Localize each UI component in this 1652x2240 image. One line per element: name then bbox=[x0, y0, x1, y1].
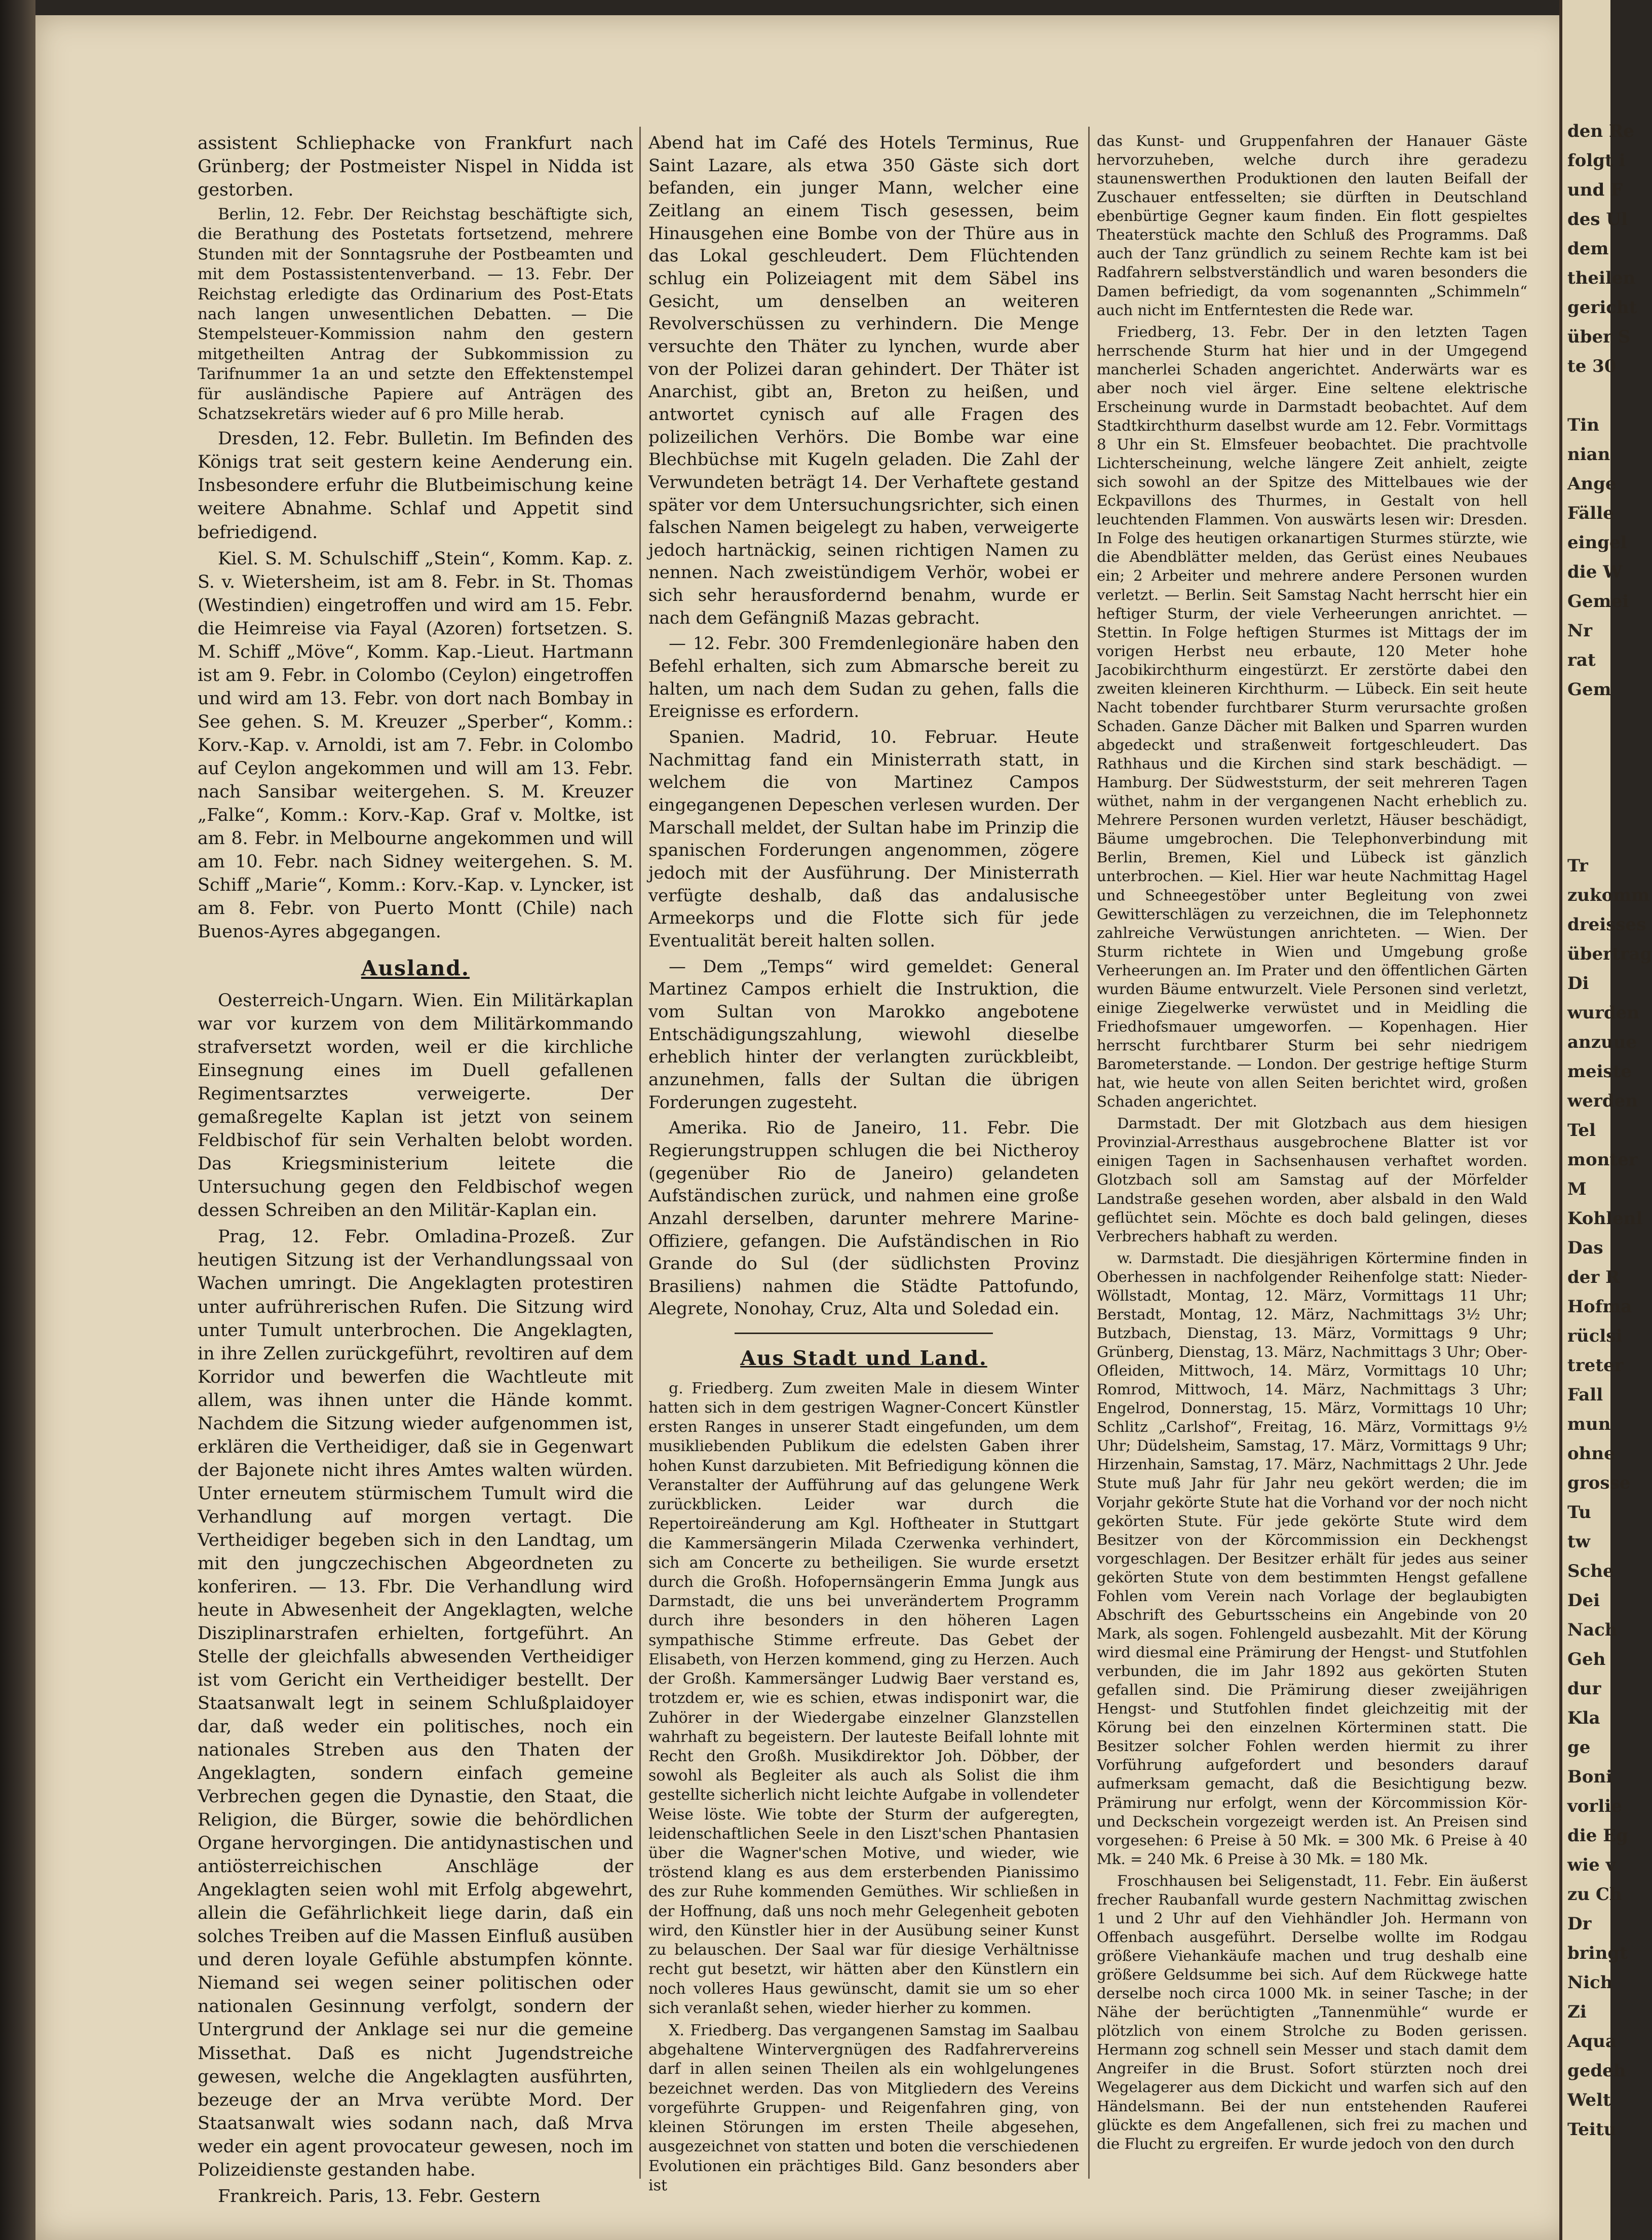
article-kiel: Kiel. S. M. Schulschiff „Stein“, Komm. Kap. z. S. v. Wietersheim, ist am 8. Febr. in St. Thomas (Westindien) eingetroffen und wird am 15. Febr. die Heimreise via Fayal (Azoren) fortsetzen. S. M. Schiff „Möve“, Komm. Kap.-Lieut. Hartmann ist am 9. Febr. in Colombo (Ceylon) eingetroffen und wird am 13. Febr. von dort nach Bombay in See gehen. S. M. Kreuzer „Sperber“, Komm.: Korv.-Kap. v. Arnoldi, ist am 7. Febr. in Colombo auf Ceylon angekommen und will am 13. Febr. nach Sansibar weitergehen. S. M. Kreuzer „Falke“, Komm.: Korv.-Kap. Graf v. Moltke, ist am 8. Febr. in Melbourne angekommen und will am 10. Febr. nach Sidney weitergehen. S. M. Schiff „Marie“, Komm.: Korv.-Kap. v. Lyncker, ist am 8. Febr. von Puerto Montt (Chile) nach Buenos-Ayres abgegangen. bbox=[198, 548, 633, 942]
article-wagner-concert: g. Friedberg. Zum zweiten Male in diesem Winter hatten sich in dem gestrigen Wagner-Concert Künstler ersten Ranges in unserer Stadt eingefunden, um dem musikliebenden Publikum die edelsten Gaben ihrer hohen Kunst darzubieten. Mit Befriedigung können die Veranstalter der Aufführung auf das gelungene Werk zurückblicken. Leider war durch die Repertoireänderung am Kgl. Hoftheater in Stuttgart die Kammersängerin Milada Czerwenka verhindert, sich am Concerte zu betheiligen. Sie wurde ersetzt durch die Großh. Hofopernsängerin Emma Jungk aus Darmstadt, die uns bei unverändertem Programm durch ihre besonders in den höheren Lagen sympathische Stimme erfreute. Das Gebet der Elisabeth, von Herzen kommend, ging zu Herzen. Auch der Großh. Kammersänger Ludwig Baer verstand es, trotzdem er, wie es schien, etwas indisponirt war, die Zuhörer in der Wiedergabe einzelner Glanzstellen wahrhaft zu begeistern. Der lauteste Beifall lohnte mit Recht den Großh. Musikdirektor Joh. Döbber, der sowohl als Begleiter als auch als Solist die ihm gestellte sicherlich nicht leichte Aufgabe in vollendeter Weise löste. Wie tobte der Sturm der aufgeregten, leidenschaftlichen Seele in den Liszt'schen Phantasien über die Wagner'schen Motive, und wieder, wie tröstend klang es aus dem ersterbenden Pianissimo des zur Ruhe kommenden Gemüthes. Wir schließen in der Hoffnung, daß uns noch mehr Gelegenheit geboten wird, den Künstler hier in der Ausübung seiner Kunst zu belauschen. Der Saal war für diesige Verhältnisse recht gut besetzt, wir hätten aber den Künstlern ein noch volleres Haus gewünscht, damit sie um so eher sich veranlaßt sehen, wieder hierher zu kommen. bbox=[648, 1379, 1079, 2017]
column-rule bbox=[1088, 127, 1090, 2179]
article-prag: Prag, 12. Febr. Omladina-Prozeß. Zur heutigen Sitzung ist der Verhandlungssaal von Wachen umringt. Die Angeklagten protestiren unter aufrührerischen Rufen. Die Sitzung wird unter Tumult unterbrochen. Die Angeklagten, in ihre Zellen zurückgeführt, revoltiren auf dem Korridor und bewerfen die Wachtleute mit allem, was ihnen unter die Hände kommt. Nachdem die Sitzung wieder aufgenommen ist, erklären die Vertheidiger, daß sie in Gegenwart der Bajonete nicht ihres Amtes walten würden. Unter erneutem stürmischem Tumult wird die Verhandlung auf morgen vertagt. Die Vertheidiger begeben sich in den Landtag, um mit den jungczechischen Abgeordneten zu konferiren. — 13. Fbr. Die Verhandlung wird heute in Abwesenheit der Angeklagten, welche Disziplinarstrafen erhielten, fortgeführt. An Stelle der gleichfalls abwesenden Vertheidiger ist vom Gericht ein Vertheidiger bestellt. Der Staatsanwalt legt in seinem Schlußplaidoyer dar, daß weder ein politisches, noch ein nationales Streben aus den Thaten der Angeklagten, sondern einfach gemeine Verbrechen gegen die Dynastie, den Staat, die Religion, die Bürger, sowie die behördlichen Organe hervorgingen. Die antidynastischen und antiösterreichischen Anschläge der Angeklagten seien wohl mit Erfolg abgewehrt, allein die Gefährlichkeit liege darin, daß ein solches Treiben auf die Massen Einfluß ausüben und deren loyale Gefühle abstumpfen könnte. Niemand sei wegen seiner politischen oder nationalen Gesinnung verfolgt, sondern der Untergrund der Anklage sei nur die gemeine Missethat. Daß es nicht Jugendstreiche gewesen, welche die Angeklagten ausführten, bezeuge der an Mrva verübte Mord. Der Staatsanwalt wies sodann nach, daß Mrva weder ein agent provocateur gewesen, noch im Polizeidienste gestanden habe. bbox=[198, 1227, 633, 2180]
article-reichstag: Berlin, 12. Febr. Der Reichstag beschäftigte sich, die Berathung des Postetats fortsetzend, mehrere Stunden mit der Sonntagsruhe der Postbeamten und mit dem Postassistentenverband. — 13. Febr. Der Reichstag erledigte das Ordinarium des Post-Etats nach langen unwesentlichen Debatten. — Die Stempelsteuer-Kommission nahm den gestern mitgetheilten Antrag der Subkommission zu Tarifnummer 1a an und setzte den Effektenstempel für ausländische Papiere auf Anträgen des Schatzsekretärs wieder auf 6 pro Mille herab. bbox=[198, 205, 633, 423]
article-radfahrerverein: X. Friedberg. Das vergangenen Samstag im Saalbau abgehaltene Wintervergnügen des Radfahrervereins darf in allen seinen Theilen als ein wohlgelungenes bezeichnet werden. Das von Mitgliedern des Vereins vorgeführte Gruppen- und Reigenfahren ging, von kleinen Störungen im ersten Theile abgesehen, ausgezeichnet von statten und boten die verschiedenen Evolutionen ein prächtiges Bild. Ganz besonders aber ist bbox=[648, 2022, 1079, 2194]
article-sturm: Friedberg, 13. Febr. Der in den letzten Tagen herrschende Sturm hat hier und in der Umgegend mancherlei Schaden angerichtet. Anderwärts war es aber noch viel ärger. Eine seltene elektrische Erscheinung wurde in Darmstadt beobachtet. Auf dem Stadtkirchthurm daselbst wurde am 12. Febr. Vormittags 8 Uhr ein St. Elmsfeuer beobachtet. Die prachtvolle Lichterscheinung, welche längere Zeit anhielt, zeigte sich sowohl an der Spitze des Mittelbaues wie der Eckpavillons des Thurmes, in Gestalt von hell leuchtenden Flammen. Von auswärts lesen wir: Dresden. In Folge des heutigen orkanartigen Sturmes stürzte, wie die Abendblätter melden, das Gerüst eines Neubaues ein; 2 Arbeiter und mehrere andere Personen wurden verletzt. — Berlin. Seit Samstag Nacht herrscht hier ein heftiger Sturm, der viele Verheerungen anrichtet. — Stettin. In Folge heftigen Sturmes ist Mittags der im vorigen Herbst neu erbaute, 120 Meter hohe Jacobikirchthurm eingestürzt. Er zerstörte dabei den zweiten kleineren Kirchthurm. — Lübeck. Ein seit heute Nacht tobender furchtbarer Sturm verursachte großen Schaden. Ganze Dächer mit Balken und Sparren wurden abgedeckt und straßenweit fortgeschleudert. Das Rathhaus und die Kirchen sind stark beschädigt. — Hamburg. Der Südweststurm, der seit mehreren Tagen wüthet, nahm in der vergangenen Nacht erheblich zu. Mehrere Personen wurden verletzt, Häuser beschädigt, Bäume umgebrochen. Die Telephonverbindung mit Berlin, Bremen, Kiel und Lübeck ist gänzlich unterbrochen. — Kiel. Hier war heute Nachmittag Hagel und Schneegestöber unter Begleitung von zwei Gewitterschlägen zu verzeichnen, die im Telephonnetz zahlreiche Verwüstungen anrichteten. — Wien. Der Sturm richtete in Wien und Umgebung große Verheerungen an. Im Prater und den öffentlichen Gärten wurden Bäume entwurzelt. Viele Personen sind verletzt, einige Ziegelwerke verwüstet und in Meidling die Friedhofsmauer umgeworfen. — Kopenhagen. Hier herrscht furchtbarer Sturm bei sehr niedrigem Barometerstande. — London. Der gestrige heftige Sturm hat, wie heute von allen Seiten berichtet wird, großen Schaden angerichtet. bbox=[1097, 323, 1527, 1111]
column-rule bbox=[639, 127, 641, 2179]
column-1 bbox=[198, 132, 633, 2211]
book-spine bbox=[0, 0, 35, 2240]
column-2 bbox=[648, 132, 1079, 2198]
next-page-edge bbox=[1559, 0, 1652, 2240]
article-fremdenlegion: — 12. Febr. 300 Fremdenlegionäre haben den Befehl erhalten, sich zum Abmarsche bereit zu halten, um nach dem Sudan zu gehen, falls die Ereignisse es erfordern. bbox=[648, 633, 1079, 722]
next-page-fragments: den Re folgt i und F des Ul dem theilen gericht über S te 30 Tin nian Ange Fälle eingel die W Gemei Nr rat Gem Tr zukomm dreisses übertrag Di wurden anzuue meiste werden Tel monter M Kohlenl Das der R Hofma rüclsi treter Fall mun ohne grosse Tu tw Sche Dei Nach Geh dur Kla ge Boni vorlie die Eg wie v zu Ch Dr bringt Nich Zi Aqua gedeh Welt Teitu bbox=[1567, 121, 1652, 2140]
article-paris-bomb: Abend hat im Café des Hotels Terminus, Rue Saint Lazare, als etwa 350 Gäste sich dort befanden, ein junger Mann, welcher eine Zeitlang an einem Tisch gesessen, beim Hinausgehen eine Bombe von der Thüre aus in das Lokal geschleudert. Dem Flüchtenden schlug ein Polizeiagent mit dem Säbel ins Gesicht, um denselben an weiteren Revolverschüssen zu verhindern. Die Menge versuchte den Thäter zu lynchen, wurde aber von der Polizei daran gehindert. Der Thäter ist Anarchist, gibt an, Breton zu heißen, und antwortet cynisch auf alle Fragen des polizeilichen Verhörs. Die Bombe war eine Blechbüchse mit Kugeln geladen. Die Zahl der Verwundeten beträgt 14. Der Verhaftete gestand später vor dem Untersuchungsrichter, sich einen falschen Namen beigelegt zu haben, verweigerte jedoch hartnäckig, seinen richtigen Namen zu nennen. Nach zweistündigem Verhör, wobei er sich sehr herausfordernd benahm, wurde er nach dem Gefängniß Mazas gebracht. bbox=[648, 133, 1079, 628]
article-amerika: Amerika. Rio de Janeiro, 11. Febr. Die Regierungstruppen schlugen die bei Nictheroy (gegenüber Rio de Janeiro) gelandeten Aufständischen zurück, und nahmen eine große Anzahl derselben, darunter mehrere Marine-Offiziere, gefangen. Die Aufständischen in Rio Grande do Sul (der südlichsten Provinz Brasiliens) nahmen die Städte Pattofundo, Alegrete, Nonohay, Cruz, Alta und Soledad ein. bbox=[648, 1118, 1079, 1319]
article-paragraph: assistent Schliephacke von Frankfurt nach Grünberg; der Postmeister Nispel in Nidda ist gestorben. bbox=[198, 133, 633, 201]
article-radfahrer-cont: das Kunst- und Gruppenfahren der Hanauer Gäste hervorzuheben, welche durch ihre geradezu staunenswerthen Produktionen den lauten Beifall der Zuschauer entfesselten; sie dürften in Deutschland ebenbürtige Gegner kaum finden. Ein flott gespieltes Theaterstück machte den Schluß des Programms. Daß auch der Tanz gründlich zu seinem Rechte kam ist bei Radfahrern selbstverständlich und waren besonders die Damen befriedigt, da vom sogenannten „Schimmeln“ auch nicht im Entferntesten die Rede war. bbox=[1097, 132, 1527, 319]
article-dresden: Dresden, 12. Febr. Bulletin. Im Befinden des Königs trat seit gestern keine Aenderung ein. Insbesondere erfuhr die Blutbeimischung keine weitere Abnahme. Schlaf und Appetit sind befriedigend. bbox=[198, 429, 633, 543]
article-froschhausen: Froschhausen bei Seligenstadt, 11. Febr. Ein äußerst frecher Raubanfall wurde gestern Nachmittag zwischen 1 und 2 Uhr auf den Viehhändler Joh. Hermann von Offenbach ausgeführt. Derselbe wollte im Rodgau größere Viehankäufe machen und trug deshalb eine größere Geldsumme bei sich. Auf dem Rückwege hatte derselbe noch circa 1000 Mk. in seiner Tasche; in der Nähe der berüchtigten „Tannenmühle“ wurde er plötzlich von einem Strolche zu Boden gerissen. Hermann zog schnell sein Messer und stach damit dem Angreifer in die Brust. Sofort stürzten noch drei Wegelagerer aus dem Dickicht und warfen sich auf den Händelsmann. Bei der nun entstehenden Rauferei glückte es dem Angefallenen, sich frei zu machen und die Flucht zu ergreifen. Er wurde jedoch von den durch bbox=[1097, 1872, 1527, 2152]
article-temps: — Dem „Temps“ wird gemeldet: General Martinez Campos erhielt die Instruktion, die vom Sultan von Marokko angebotene Entschädigungszahlung, wiewohl dieselbe erheblich hinter der verlangten zurückbleibt, anzunehmen, falls der Sultan die übrigen Forderungen zugesteht. bbox=[648, 956, 1079, 1112]
article-frankreich: Frankreich. Paris, 13. Febr. Gestern bbox=[218, 2186, 541, 2207]
section-heading-ausland: Ausland. bbox=[361, 956, 470, 981]
article-spanien: Spanien. Madrid, 10. Februar. Heute Nachmittag fand ein Ministerrath statt, in welchem die von Martinez Campos eingegangenen Depeschen verlesen wurden. Der Marschall meldet, der Sultan habe im Prinzip die spanischen Forderungen angenommen, zögere jedoch mit der Ausführung. Der Ministerrath verfügte deshalb, daß das andalusische Armeekorps und die Flotte sich für jede Eventualität bereit halten sollen. bbox=[648, 727, 1079, 951]
column-3 bbox=[1097, 132, 1527, 2156]
article-koertermine: w. Darmstadt. Die diesjährigen Körtermine finden in Oberhessen in nachfolgender Reihenfolge statt: Nieder-Wöllstadt, Montag, 12. März, Vormittags 11 Uhr; Berstadt, Montag, 12. März, Nachmittags 3½ Uhr; Butzbach, Dienstag, 13. März, Vormittags 9 Uhr; Grünberg, Dienstag, 13. März, Nachmittags 3 Uhr; Ober-Ofleiden, Mittwoch, 14. März, Vormittags 10 Uhr; Romrod, Mittwoch, 14. März, Nachmittags 3 Uhr; Engelrod, Donnerstag, 15. März, Vormittags 10 Uhr; Schlitz „Carlshof“, Freitag, 16. März, Vormittags 9½ Uhr; Düdelsheim, Samstag, 17. März, Vormittags 9 Uhr; Hirzenhain, Samstag, 17. März, Nachmittags 2 Uhr. Jede Stute muß Jahr für Jahr neu gekört werden; die im Vorjahr gekörte Stute hat die Vorhand vor der noch nicht gekörten Stute. Für jede gekörte Stute wird dem Besitzer von der Körcommission ein Deckhengst vorgeschlagen. Der Besitzer erhält für jedes aus seiner gekörten Stute von dem bestimmten Hengst gefallene Fohlen vom Verein nach Vorlage der beglaubigten Abschrift des Geburtsscheins ein Angebinde von 20 Mark, als sogen. Fohlengeld ausbezahlt. Mit der Körung wird diesmal eine Prämirung der Hengst- und Stutfohlen verbunden, die im Jahr 1892 aus gekörten Stuten gefallen sind. Die Prämirung dieser zweijährigen Hengst- und Stutfohlen findet gleichzeitig mit der Körung bei den einzelnen Körterminen statt. Die Besitzer solcher Fohlen werden hiermit zu ihrer Vorführung aufgefordert und besonders darauf aufmerksam gemacht, daß die Besichtigung bezw. Prämirung nur erfolgt, wenn der Körcommission Kör- und Deckschein vorgezeigt werden ist. An Preisen sind vorgesehen: 6 Preise à 50 Mk. = 300 Mk. 6 Preise à 40 Mk. = 240 Mk. 6 Preise à 30 Mk. = 180 Mk. bbox=[1097, 1249, 1527, 1868]
article-oesterreich: Oesterreich-Ungarn. Wien. Ein Militärkaplan war vor kurzem von dem Militärkommando strafversetzt worden, weil er die kirchliche Einsegnung eines im Duell gefallenen Regimentsarztes verweigerte. Der gemaßregelte Kaplan ist jetzt von seinem Feldbischof für sein Verhalten belobt worden. Das Kriegsministerium leitete die Untersuchung gegen den Feldbischof wegen dessen Schreiben an den Militär-Kaplan ein. bbox=[198, 991, 633, 1221]
section-divider bbox=[735, 1333, 993, 1334]
article-darmstadt-glotzbach: Darmstadt. Der mit Glotzbach aus dem hiesigen Provinzial-Arresthaus ausgebrochene Blatter ist vor einigen Tagen in Sachsenhausen verhaftet worden. Glotzbach soll am Samstag auf der Mörfelder Landstraße gesehen worden, aber alsbald in den Wald geflüchtet sein. Möchte es doch bald gelingen, dieses Verbrechers habhaft zu werden. bbox=[1097, 1115, 1527, 1245]
section-heading-stadt-land: Aus Stadt und Land. bbox=[740, 1347, 987, 1371]
